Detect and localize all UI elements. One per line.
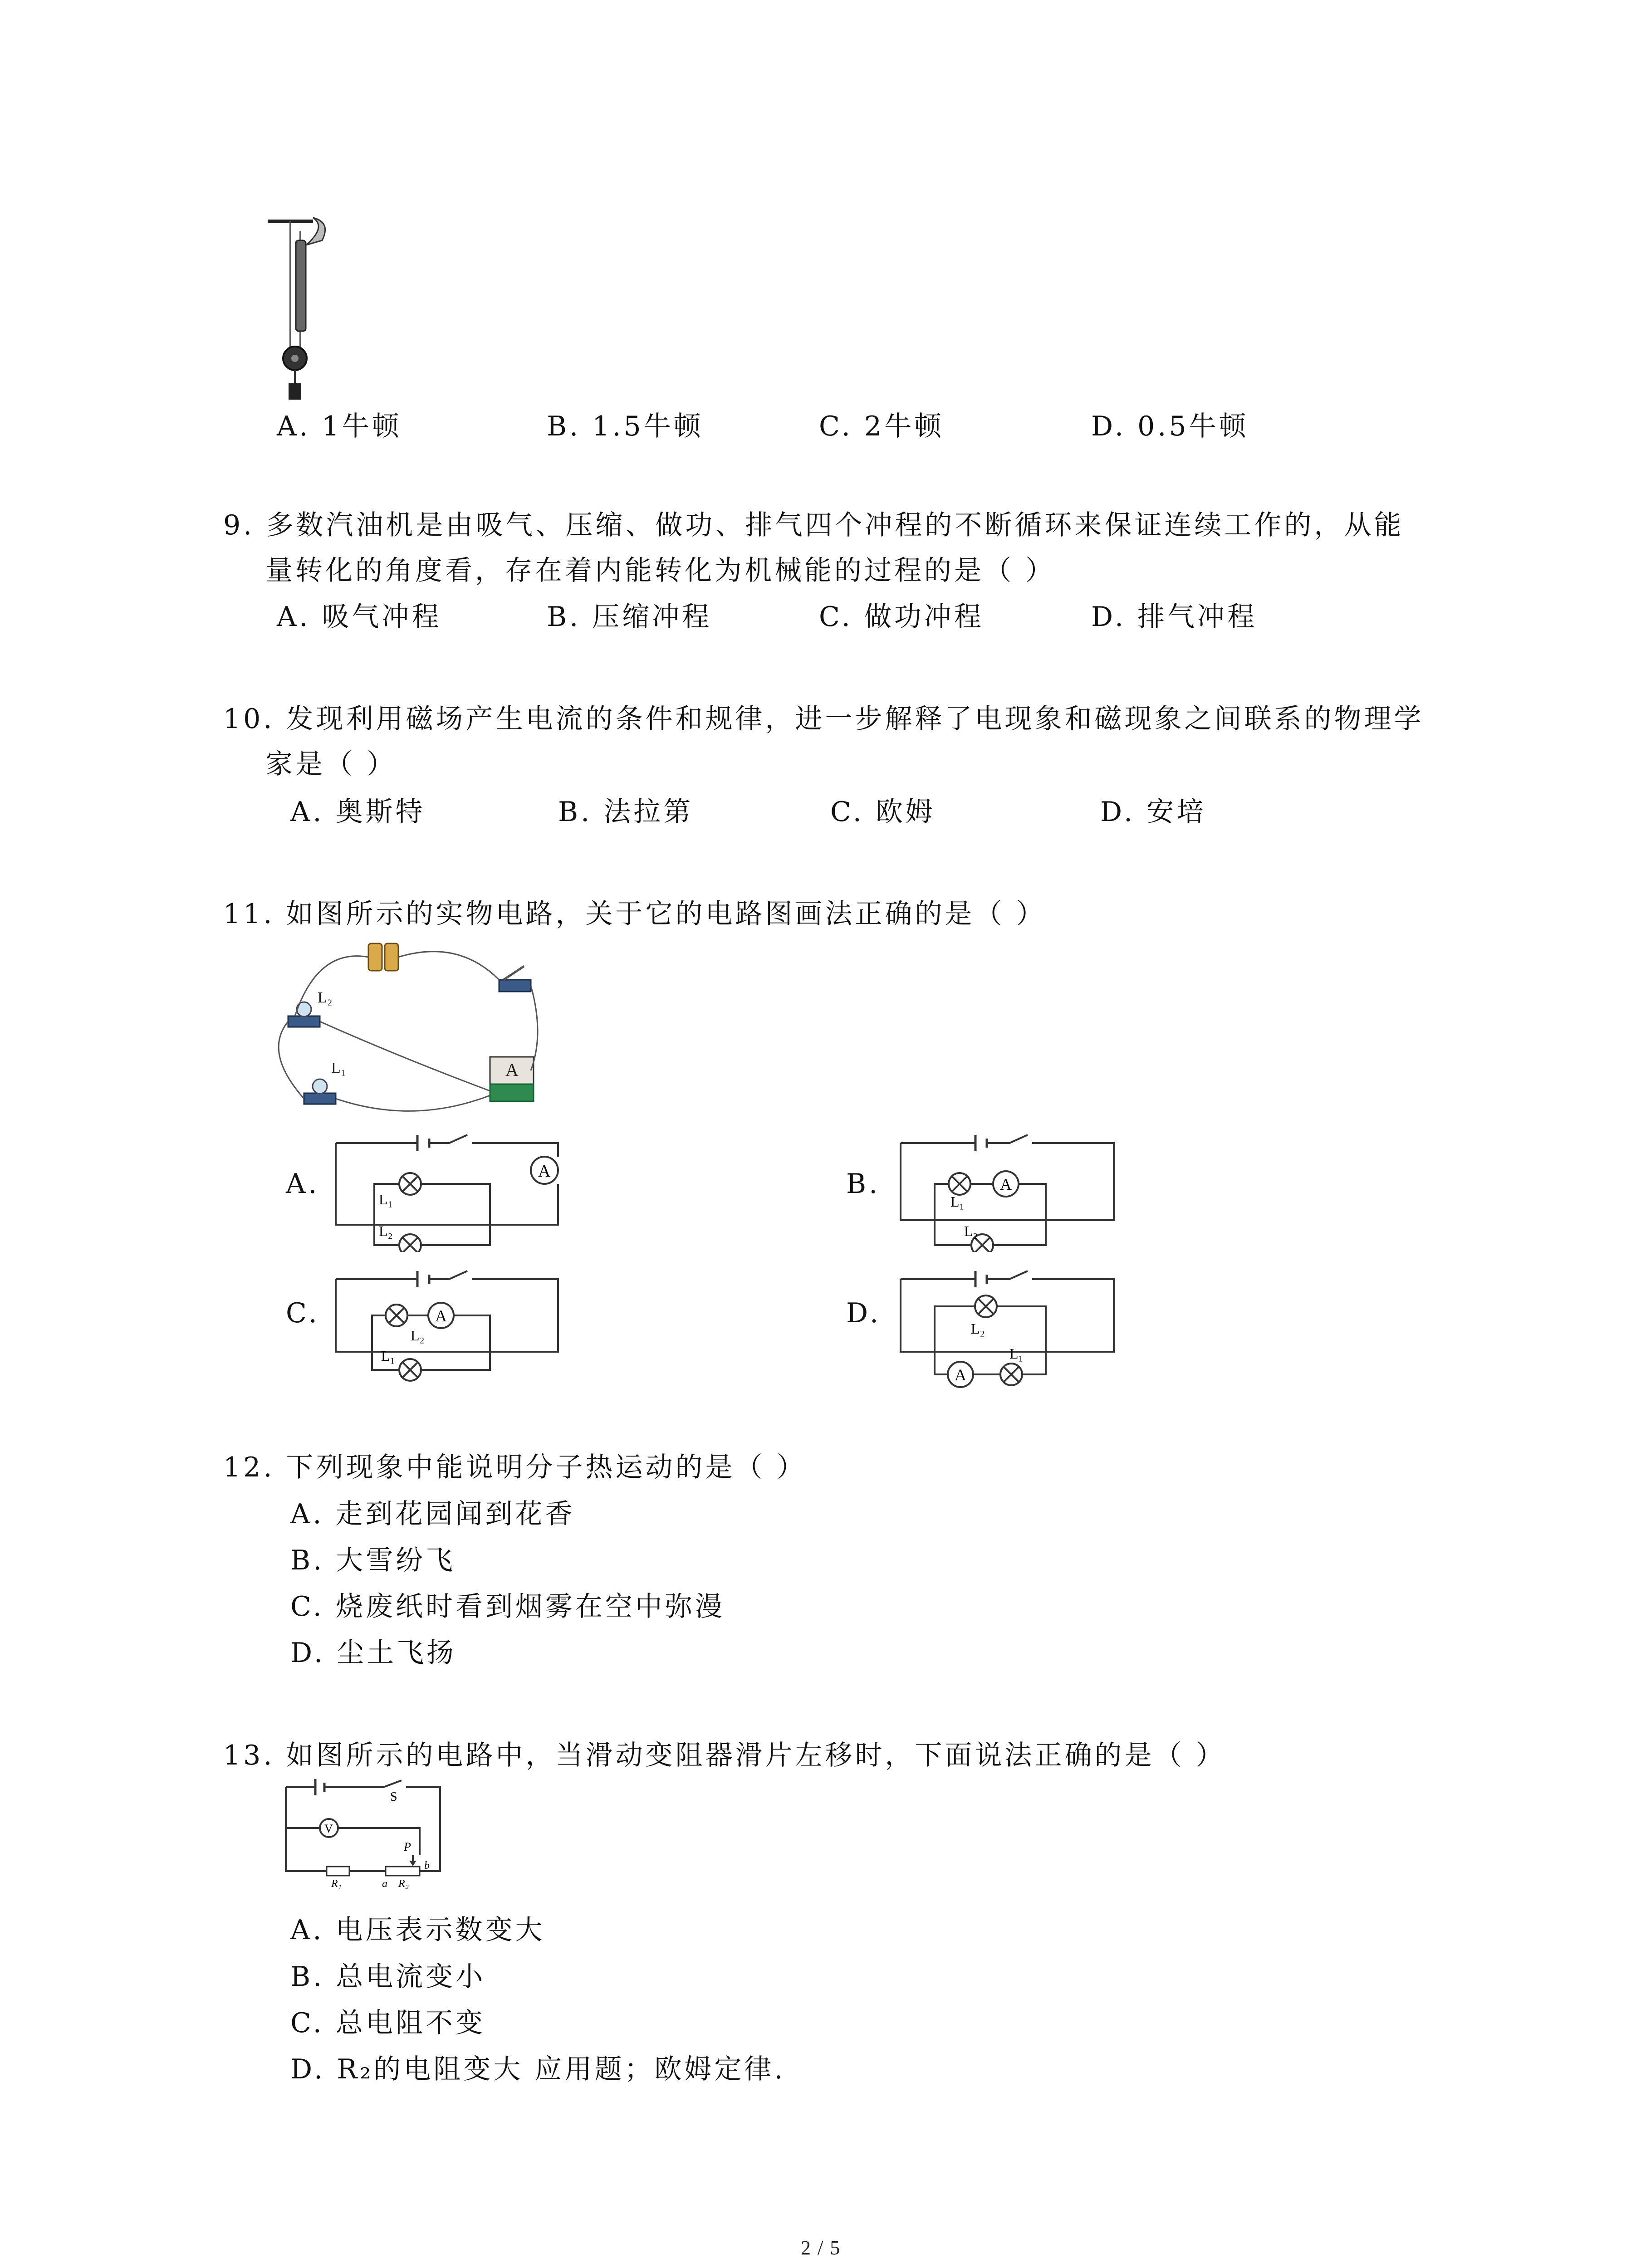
q9-option-a: A. 吸气冲程 [277, 601, 442, 633]
q8-option-b: B. 1.5牛顿 [547, 411, 704, 442]
q10-option-a: A. 奥斯特 [290, 796, 426, 828]
q13-option-c: C. 总电阻不变 [290, 2007, 485, 2039]
q9-option-d: D. 排气冲程 [1091, 601, 1258, 633]
q12-option-c: C. 烧废纸时看到烟雾在空中弥漫 [290, 1591, 725, 1623]
q9-stem-line2: 量转化的角度看，存在着内能转化为机械能的过程的是（ ） [265, 555, 1056, 587]
q13-b-label: b [424, 1860, 430, 1872]
q11-b-ammeter-label: A [1000, 1175, 1012, 1193]
q12-option-d: D. 尘土飞扬 [290, 1637, 457, 1669]
q11-d-l2-label: L₂ [971, 1320, 985, 1337]
q13-switch-label: S [390, 1790, 397, 1804]
q11-d-l1-label: L₁ [1009, 1345, 1024, 1362]
q11-a-l2-label: L₂ [379, 1223, 393, 1239]
q11-option-d-diagram [896, 1266, 1132, 1397]
q11-c-l2-label: L₂ [411, 1327, 425, 1344]
q13-option-d: D. R₂的电阻变大 应用题；欧姆定律. [290, 2053, 786, 2085]
q8-option-c: C. 2牛顿 [819, 411, 945, 442]
q11-option-b-letter: B. [846, 1168, 881, 1200]
q11-b-l1-label: L₁ [950, 1193, 965, 1210]
q8-option-d: D. 0.5牛顿 [1091, 411, 1249, 442]
q12-option-b: B. 大雪纷飞 [290, 1545, 456, 1576]
q13-option-a: A. 电压表示数变大 [290, 1914, 545, 1946]
q13-circuit-diagram [281, 1778, 454, 1892]
q11-d-ammeter-label: A [955, 1366, 966, 1384]
q12-stem: 12. 下列现象中能说明分子热运动的是（ ） [223, 1452, 807, 1483]
q10-stem-line2: 家是（ ） [265, 748, 397, 780]
q9-stem-line1: 9. 多数汽油机是由吸气、压缩、做功、排气四个冲程的不断循环来保证连续工作的，从能 [223, 509, 1404, 541]
q13-stem: 13. 如图所示的电路中，当滑动变阻器滑片左移时，下面说法正确的是（ ） [223, 1740, 1226, 1771]
q11-stem: 11. 如图所示的实物电路，关于它的电路图画法正确的是（ ） [223, 898, 1046, 930]
q11-physical-ammeter-label: A [505, 1060, 519, 1080]
q11-c-l1-label: L₁ [381, 1348, 395, 1364]
q11-option-b-diagram [896, 1125, 1132, 1252]
pulley-figure [263, 213, 336, 404]
q13-r1-label: R₁ [331, 1878, 342, 1890]
q11-option-d-letter: D. [846, 1297, 882, 1329]
q9-option-b: B. 压缩冲程 [547, 601, 712, 633]
q11-option-a-letter: A. [286, 1168, 320, 1200]
q11-option-c-diagram [331, 1266, 585, 1383]
q11-b-l2-label: L₂ [964, 1223, 978, 1239]
q13-r2-label: R₂ [398, 1878, 409, 1890]
q10-option-b: B. 法拉第 [558, 796, 694, 828]
q11-physical-l1-label: L₁ [331, 1060, 346, 1076]
q11-physical-circuit [263, 934, 617, 1129]
q8-option-a: A. 1牛顿 [277, 411, 402, 442]
q13-p-label: P [404, 1840, 411, 1853]
q12-option-a: A. 走到花园闻到花香 [290, 1498, 575, 1530]
q13-option-b: B. 总电流变小 [290, 1961, 486, 1993]
page-number: 2 / 5 [801, 2237, 841, 2259]
q11-a-ammeter-label: A [538, 1162, 551, 1181]
q11-option-c-letter: C. [286, 1297, 320, 1329]
q9-option-c: C. 做功冲程 [819, 601, 984, 633]
q13-a-label: a [382, 1878, 387, 1890]
q10-option-c: C. 欧姆 [830, 796, 936, 828]
q13-voltmeter-label: V [324, 1822, 333, 1835]
q11-option-a-diagram [331, 1125, 585, 1252]
q11-a-l1-label: L₁ [379, 1191, 393, 1207]
q11-physical-l2-label: L₂ [318, 989, 333, 1006]
q10-stem-line1: 10. 发现利用磁场产生电流的条件和规律，进一步解释了电现象和磁现象之间联系的物理学 [223, 703, 1424, 735]
q10-option-d: D. 安培 [1100, 796, 1207, 828]
q11-c-ammeter-label: A [435, 1307, 447, 1325]
